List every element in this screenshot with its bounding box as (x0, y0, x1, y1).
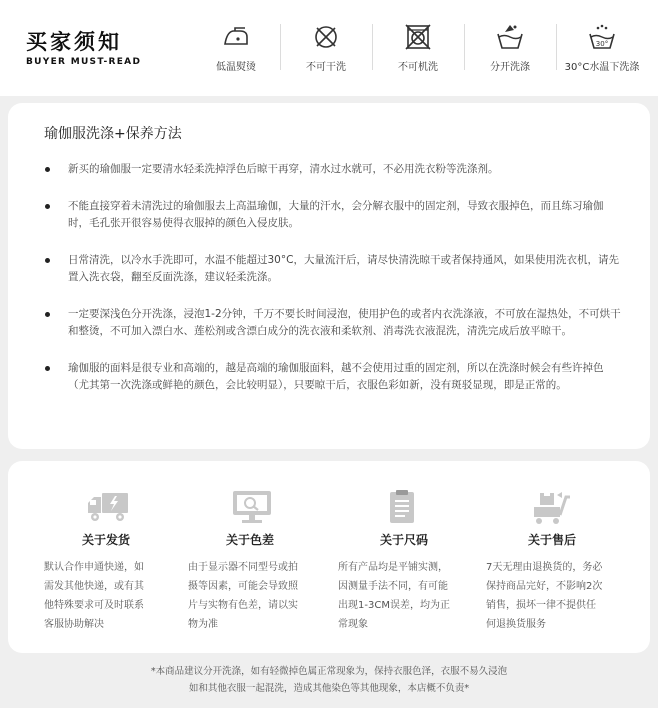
list-item: 不能直接穿着未清洗过的瑜伽服去上高温瑜伽，大量的汗水，会分解衣服中的固定剂，导致衣服掉色，而且练习瑜伽时，毛孔张开很容易使得衣服掉的颜色入侵皮肤。 (42, 198, 622, 233)
info-line: 因测量手法不同，有可能 (338, 581, 448, 592)
brand (26, 30, 141, 67)
info-text (44, 558, 144, 634)
info-line: 需发其他快递，或有其 (44, 581, 144, 592)
info-line: 默认合作申通快递，如 (44, 562, 144, 573)
wash-care-title: 瑜伽服洗涤+保养方法 (44, 126, 182, 142)
info-title: 关于售后 (528, 533, 577, 547)
list-item: 一定要深浅色分开洗涤，浸泡1-2分钟，千万不要长时间浸泡，使用护色的或者内衣洗涤液，不可放在湿热处，不可烘干和整烫，不可加入漂白水、莲松剂或含漂白成分的洗衣液和柔软剂、消毒洗衣液混洗，清洗完成后放平晾干。 (42, 306, 622, 341)
info-title: 关于发货 (82, 533, 131, 547)
info-column-after-sale (486, 461, 636, 653)
monitor-icon (230, 489, 274, 525)
page-subtitle: BUYER MUST-READ (26, 57, 142, 67)
info-line: 何退换货服务 (486, 619, 546, 630)
info-line: 7天无理由退换货的，务必 (486, 562, 603, 573)
info-line: 客服协助解决 (44, 619, 104, 630)
clipboard-icon (380, 489, 424, 525)
info-text (338, 558, 450, 634)
info-line: 片与实物有色差，请以实 (188, 600, 298, 611)
wash-temp-badge: 30° (595, 40, 609, 48)
info-text (486, 558, 602, 634)
care-label: 低温熨烫 (216, 62, 256, 73)
list-item: 新买的瑜伽服一定要清水轻柔洗掉浮色后晾干再穿，清水过水就可，不必用洗衣粉等洗涤剂。 (42, 161, 622, 179)
page-title: 买家须知 (26, 30, 122, 54)
care-label: 不可干洗 (306, 62, 346, 73)
info-line: 摄等因素，可能会导致照 (188, 581, 298, 592)
care-label: 分开洗涤 (490, 62, 530, 73)
footnote (0, 663, 658, 697)
wash-care-card (8, 103, 650, 449)
care-item-dry-clean (280, 18, 372, 78)
separate-wash-icon (495, 22, 525, 52)
wash-30c-icon (587, 22, 617, 52)
info-line: 由于显示器不同型号或拍 (188, 562, 298, 573)
after-sale-cart-icon (528, 489, 572, 525)
info-line: 销售，损坏一律不提供任 (486, 600, 596, 611)
care-label: 30°C水温下洗涤 (564, 62, 640, 73)
info-title: 关于尺码 (380, 533, 429, 547)
info-title: 关于色差 (226, 533, 275, 547)
footnote-line: 如和其他衣服一起混洗，造成其他染色等其他现象，本店概不负责* (188, 683, 470, 694)
footnote-line: *本商品建议分开洗涤，如有轻微掉色属正常现象为，保持衣服色泽，衣服不易久浸泡 (150, 666, 508, 677)
info-column-size (338, 461, 488, 653)
care-item-separate-wash (464, 18, 556, 78)
info-line: 常现象 (338, 619, 368, 630)
info-line: 出现1-3CM误差，均为正 (338, 600, 450, 611)
wash-care-list (42, 161, 622, 395)
care-symbols (192, 18, 658, 78)
list-item: 日常清洗，以冷水手洗即可，水温不能超过30°C，大量流汗后，请尽快清洗晾干或者保持通风，如果使用洗衣机，请先置入洗衣袋，翻至反面洗涤，建议轻柔洗涤。 (42, 252, 622, 287)
info-column-shipping (44, 461, 194, 653)
delivery-truck-icon (86, 489, 130, 525)
info-line: 他特殊要求可及时联系 (44, 600, 144, 611)
header (0, 0, 658, 96)
care-item-wash-30c (556, 18, 648, 78)
info-line: 所有产品均是平铺实测， (338, 562, 448, 573)
no-dry-clean-icon (311, 22, 341, 52)
info-line: 物为准 (188, 619, 218, 630)
info-text (188, 558, 298, 634)
service-info-card (8, 461, 650, 653)
care-label: 不可机洗 (398, 62, 438, 73)
info-column-color (188, 461, 338, 653)
care-item-machine-wash (372, 18, 464, 78)
list-item: 瑜伽服的面料是很专业和高端的，越是高端的瑜伽服面料，越不会使用过重的固定剂，所以在洗涤时候会有些许掉色（尤其第一次洗涤或鲜艳的颜色，会比较明显），只要晾干后，衣服色彩如新，没有斑驳显现，即是正常的。 (42, 360, 622, 395)
no-machine-wash-icon (403, 22, 433, 52)
iron-low-heat-icon (221, 22, 251, 52)
info-line: 保持商品完好，不影响2次 (486, 581, 603, 592)
care-item-iron (192, 18, 280, 78)
